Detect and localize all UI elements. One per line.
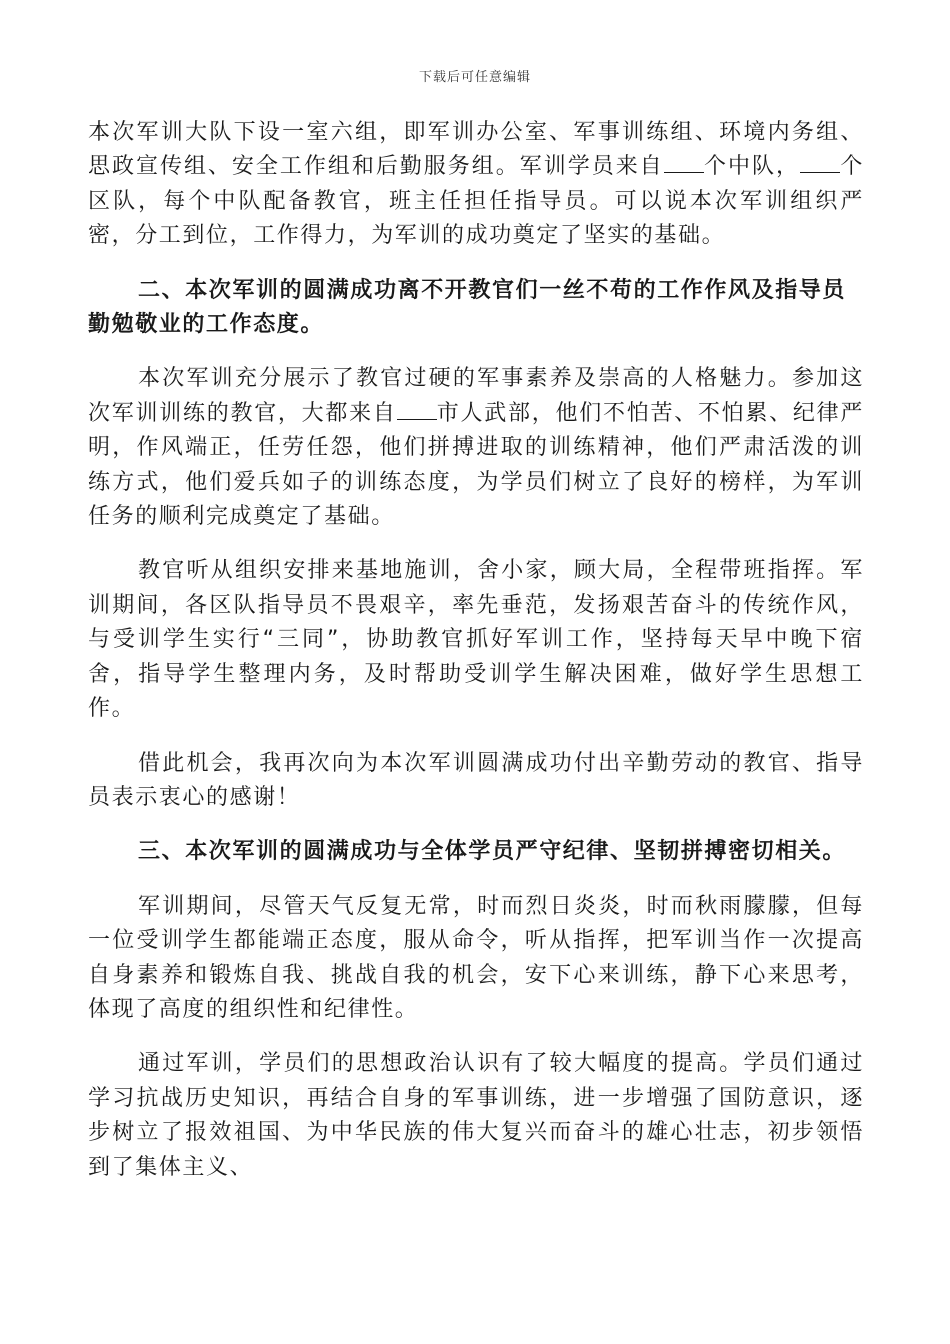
text-run: 借此机会，我再次向为本次军训圆满成功付出辛勤劳动的教官、指导员表示衷心的感谢！ (88, 750, 864, 810)
section-heading (88, 835, 864, 869)
fill-in-blank (397, 401, 437, 420)
paragraph (88, 1047, 864, 1185)
text-run: 市人武部，他们不怕苦、不怕累、纪律严明，作风端正，任劳任怨，他们拼搏进取的训练精神，他们严肃活泼的训练方式，他们爱兵如子的训练态度，为学员们树立了良好的榜样，为军训任务的顺利完成奠定了基础。 (88, 400, 864, 530)
text-run: 本次军训充分展示了教官过硬的军事素养及崇高的人格魅力。参加这次军训训练的教官，大都来自 (88, 366, 864, 426)
fill-in-blank (664, 154, 704, 173)
text-run: 通过军训，学员们的思想政治认识有了较大幅度的提高。学员们通过学习抗战历史知识，再结合自身的军事训练，进一步增强了国防意识，逐步树立了报效祖国、为中华民族的伟大复兴而奋斗的雄心壮志，初步领悟到了集体主义、 (88, 1051, 864, 1180)
section-heading (88, 274, 864, 343)
paragraph (88, 747, 864, 816)
fill-in-blank (800, 154, 840, 173)
paragraph (88, 890, 864, 1028)
paragraph (88, 116, 864, 254)
text-run: 个区队，每个中队配备教官，班主任担任指导员。可以说本次军训组织严密，分工到位，工作得力，为军训的成功奠定了坚实的基础。 (88, 154, 865, 249)
text-run: 个中队， (703, 154, 801, 180)
text-run: 军训期间，尽管天气反复无常，时而烈日炎炎，时而秋雨朦朦，但每一位受训学生都能端正态度，服从命令，听从指挥，把军训当作一次提高自身素养和锻炼自我、挑战自我的机会，安下心来训练，静下心来思考，体现了高度的组织性和纪律性。 (88, 893, 864, 1022)
text-run: 教官听从组织安排来基地施训，舍小家，顾大局，全程带班指挥。军训期间，各区队指导员不畏艰辛，率先垂范，发扬艰苦奋斗的传统作风，与受训学生实行“三同”，协助教官抓好军训工作，坚持每天早中晚下宿舍，指导学生整理内务，及时帮助受训学生解决困难，做好学生思想工作。 (88, 558, 864, 722)
page-header: 下载后可任意编辑 (418, 70, 531, 85)
text-run: 本次军训大队下设一室六组，即军训办公室、军事训练组、环境内务组、思政宣传组、安全工作组和后勤服务组。军训学员来自 (88, 120, 864, 180)
text-run: 三、本次军训的圆满成功与全体学员严守纪律、坚韧拼搏密切相关。 (138, 839, 847, 865)
text-run: 二、本次军训的圆满成功离不开教官们一丝不苟的工作作风及指导员勤勉敬业的工作态度。 (88, 277, 847, 338)
paragraph (88, 362, 864, 534)
document-body (88, 116, 864, 1205)
paragraph (88, 554, 864, 726)
